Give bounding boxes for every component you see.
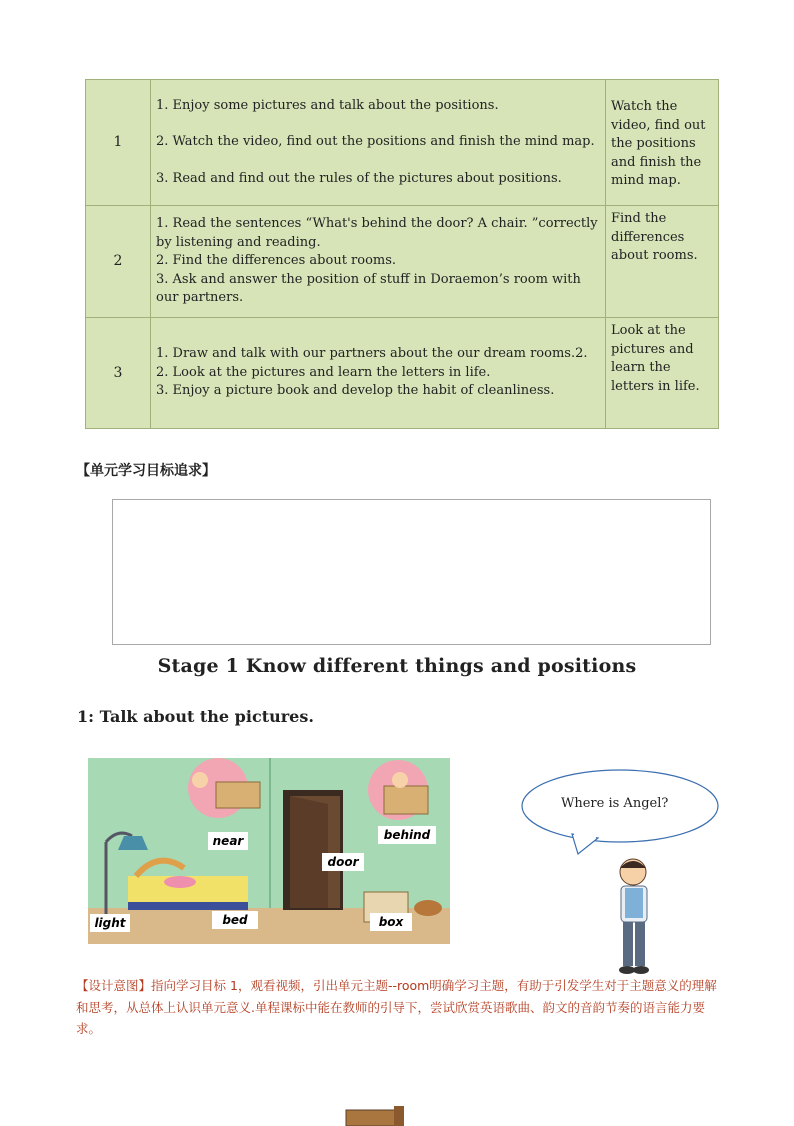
activity-item: 3. Ask and answer the position of stuff in Doraemon’s room with our partners. xyxy=(156,271,581,306)
row-number: 2 xyxy=(86,206,151,318)
activity-item: 2. Find the differences about rooms. xyxy=(156,253,397,269)
activities-cell xyxy=(151,206,606,318)
activities-cell xyxy=(151,80,606,206)
learning-goal-box xyxy=(112,499,711,645)
activity-item: 1. Enjoy some pictures and talk about the positions. xyxy=(156,97,499,113)
lesson-plan-table xyxy=(85,79,719,429)
goal-cell: Find the differences about rooms. xyxy=(606,206,719,318)
activity-item: 3. Read and find out the rules of the pictures about positions. xyxy=(156,170,562,186)
door-icon xyxy=(344,1106,414,1126)
room-positions-picture xyxy=(88,758,450,944)
activity-item: 1. Read the sentences “What's behind the door? A chair. ”correctly by listening and reading. xyxy=(156,216,598,250)
stage-title: Stage 1 Know different things and positions xyxy=(157,655,637,677)
label-box: box xyxy=(378,915,404,929)
row-number: 3 xyxy=(86,318,151,429)
section-title: 【单元学习目标追求】 xyxy=(76,463,216,479)
label-light: light xyxy=(94,916,126,930)
activity-item: 1. Draw and talk with our partners about the our dream rooms.2. xyxy=(156,346,588,362)
speech-bubble xyxy=(520,766,720,856)
activity-item: 3. Enjoy a picture book and develop the habit of cleanliness. xyxy=(156,383,555,399)
boy-icon xyxy=(605,858,663,978)
label-door: door xyxy=(327,855,359,869)
label-near: near xyxy=(212,834,244,848)
design-note xyxy=(76,975,718,1040)
label-behind: behind xyxy=(383,828,431,842)
sub-title: 1: Talk about the pictures. xyxy=(77,707,314,726)
activities-cell xyxy=(151,318,606,429)
angel-icon xyxy=(192,772,208,788)
goal-cell: Look at the pictures and learn the letters in life. xyxy=(606,318,719,429)
table-row xyxy=(86,318,719,429)
bubble-text: Where is Angel? xyxy=(561,796,669,811)
activity-item: 2. Look at the pictures and learn the letters in life. xyxy=(156,364,491,380)
label-bed: bed xyxy=(222,913,248,927)
design-note-text: 指向学习目标 1，观看视频，引出单元主题--room明确学习主题，有助于引发学生对于主题意义的理解和思考，从总体上认识单元意义.单程课标中能在教师的引导下，尝试欣赏英语歌曲、韵文的音韵节奏的语言能力要求。 xyxy=(76,978,717,1036)
table-row xyxy=(86,80,719,206)
activity-item: 2. Watch the video, find out the positions and finish the mind map. xyxy=(156,134,595,150)
table-row xyxy=(86,206,719,318)
design-note-label: 【设计意图】 xyxy=(76,978,152,993)
row-number: 1 xyxy=(86,80,151,206)
goal-cell: Watch the video, find out the positions and finish the mind map. xyxy=(606,80,719,206)
